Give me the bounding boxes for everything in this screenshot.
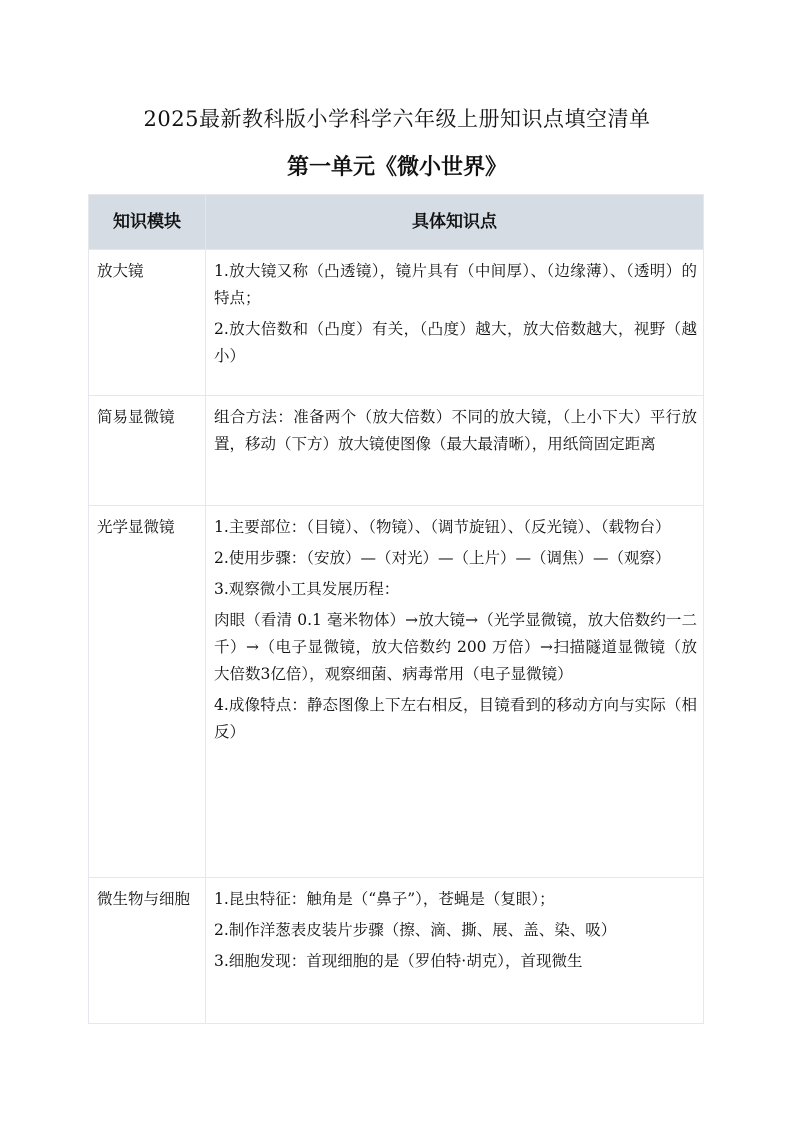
knowledge-point: 1.主要部位：（目镜）、（物镜）、（调节旋钮）、（反光镜）、（载物台） xyxy=(214,518,671,536)
knowledge-point: 2.使用步骤：（安放）—（对光）—（上片）—（调焦）—（观察） xyxy=(214,549,671,567)
header-module: 知识模块 xyxy=(89,195,206,250)
table-row xyxy=(89,878,704,1024)
knowledge-point: 组合方法：准备两个（放大倍数）不同的放大镜，（上小下大）平行放置，移动（下方）放大镜使图像（最大最清晰），用纸筒固定距离 xyxy=(214,408,697,453)
knowledge-point: 肉眼（看清 0.1 毫米物体）→放大镜→（光学显微镜，放大倍数约一二千）→（电子显微镜，放大倍数约 200 万倍）→扫描隧道显微镜（放大倍数3亿倍），观察细菌、病毒常用（电子显微镜） xyxy=(214,611,697,683)
module-cell: 放大镜 xyxy=(89,250,206,396)
points-cell xyxy=(206,250,704,396)
module-cell: 简易显微镜 xyxy=(89,396,206,506)
knowledge-point: 4.成像特点：静态图像上下左右相反，目镜看到的移动方向与实际（相反） xyxy=(214,696,697,741)
header-points: 具体知识点 xyxy=(206,195,704,250)
table-row xyxy=(89,396,704,506)
knowledge-table xyxy=(88,194,704,1024)
knowledge-point: 1.昆虫特征：触角是（“鼻子”），苍蝇是（复眼）； xyxy=(214,890,555,908)
table-header-row xyxy=(89,195,704,250)
knowledge-point: 1.放大镜又称（凸透镜），镜片具有（中间厚）、（边缘薄）、（透明）的特点； xyxy=(214,262,697,307)
knowledge-point: 2.制作洋葱表皮装片步骤（擦、滴、撕、展、盖、染、吸） xyxy=(214,921,617,939)
knowledge-point: 3.观察微小工具发展历程： xyxy=(214,580,400,598)
points-cell xyxy=(206,396,704,506)
module-cell: 微生物与细胞 xyxy=(89,878,206,1024)
knowledge-point: 2.放大倍数和（凸度）有关，（凸度）越大，放大倍数越大，视野（越小） xyxy=(214,320,697,365)
table-row xyxy=(89,506,704,878)
table-row xyxy=(89,250,704,396)
points-cell xyxy=(206,878,704,1024)
unit-title: 第一单元《微小世界》 xyxy=(286,155,507,180)
document-title: 2025最新教科版小学科学六年级上册知识点填空清单 xyxy=(143,107,651,131)
points-cell xyxy=(206,506,704,878)
module-cell: 光学显微镜 xyxy=(89,506,206,878)
knowledge-point: 3.细胞发现：首现细胞的是（罗伯特·胡克），首现微生 xyxy=(214,952,583,970)
